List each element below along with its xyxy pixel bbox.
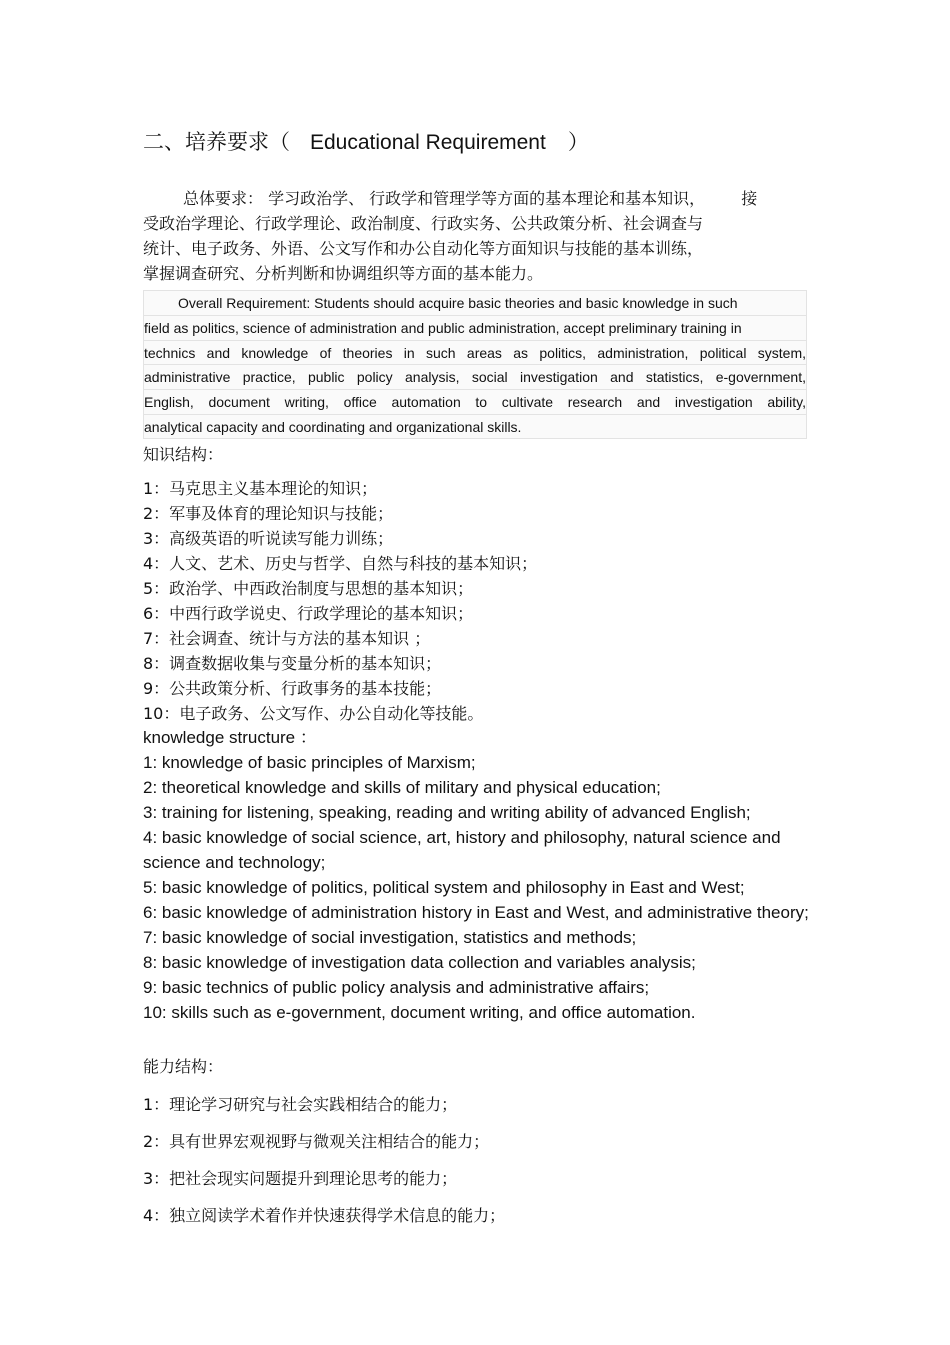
list-item: 4：人文、艺术、历史与哲学、自然与科技的基本知识；	[143, 554, 538, 573]
heading-zh: 二、培养要求（	[143, 130, 290, 154]
general-requirement-en	[143, 290, 807, 439]
list-item: 9: basic technics of public policy analysis and administrative affairs;	[143, 978, 650, 997]
list-item: 2: theoretical knowledge and skills of military and physical education;	[143, 778, 661, 797]
list-item: 1: knowledge of basic principles of Marxism;	[143, 753, 476, 772]
list-item: 5: basic knowledge of politics, political system and philosophy in East and West;	[143, 878, 745, 897]
heading-en: Educational Requirement	[310, 131, 546, 154]
list-item: 1：马克思主义基本理论的知识；	[143, 479, 378, 498]
list-item: 9：公共政策分析、行政事务的基本技能；	[143, 679, 442, 698]
general-requirement-zh	[143, 186, 813, 286]
list-item: 3：把社会现实问题提升到理论思考的能力；	[143, 1169, 458, 1188]
list-item: 4: basic knowledge of social science, art, history and philosophy, natural science and science and technology;	[143, 828, 781, 872]
list-item: 1：理论学习研究与社会实践相结合的能力；	[143, 1095, 458, 1114]
list-item: 8：调查数据收集与变量分析的基本知识；	[143, 654, 442, 673]
general-en-line-2: field as politics, science of administration and public administration, accept preliminary training in	[143, 315, 807, 340]
ability-list-zh	[143, 1092, 505, 1240]
list-item: 6：中西行政学说史、行政学理论的基本知识；	[143, 604, 474, 623]
list-item: 6: basic knowledge of administration history in East and West, and administrative theory;	[143, 903, 809, 922]
knowledge-list-en	[143, 725, 818, 1025]
general-zh-line-2: 受政治学理论、行政学理论、政治制度、行政实务、公共政策分析、社会调查与	[143, 214, 704, 233]
list-item: 3: training for listening, speaking, reading and writing ability of advanced English;	[143, 803, 751, 822]
general-en-line-3: technics and knowledge of theories in such areas as politics, administration, political system,	[143, 340, 807, 365]
list-item: 3：高级英语的听说读写能力训练；	[143, 529, 394, 548]
general-en-line-5: English, document writing, office automation to cultivate research and investigation ability,	[143, 389, 807, 414]
list-item: 5：政治学、中西政治制度与思想的基本知识；	[143, 579, 474, 598]
general-en-line-4: administrative practice, public policy analysis, social investigation and statistics, e-government,	[143, 364, 807, 389]
list-item: 2：具有世界宏观视野与微观关注相结合的能力；	[143, 1132, 490, 1151]
list-item: 8: basic knowledge of investigation data collection and variables analysis;	[143, 953, 696, 972]
knowledge-structure-label-zh: 知识结构：	[143, 445, 224, 464]
list-item: 10: skills such as e-government, document writing, and office automation.	[143, 1003, 696, 1022]
list-item: 4：独立阅读学术着作并快速获得学术信息的能力；	[143, 1206, 506, 1225]
general-en-line-6: analytical capacity and coordinating and organizational skills.	[143, 414, 807, 439]
knowledge-list-zh	[143, 476, 537, 726]
list-item: 7：社会调查、统计与方法的基本知识 ；	[143, 629, 431, 648]
list-item: 7: basic knowledge of social investigation, statistics and methods;	[143, 928, 637, 947]
list-item: 2：军事及体育的理论知识与技能；	[143, 504, 394, 523]
general-zh-line-1: 总体要求： 学习政治学、 行政学和管理学等方面的基本理论和基本知识， 接	[183, 189, 758, 208]
knowledge-structure-label-en: knowledge structure ：	[143, 728, 317, 747]
general-en-line-1: Overall Requirement: Students should acquire basic theories and basic knowledge in such	[143, 290, 807, 315]
list-item: 10：电子政务、公文写作、办公自动化等技能。	[143, 704, 484, 723]
ability-structure-label-zh: 能力结构：	[143, 1057, 224, 1076]
general-zh-line-3: 统计、电子政务、外语、公文写作和办公自动化等方面知识与技能的基本训练，	[143, 239, 704, 258]
section-heading	[143, 126, 589, 159]
heading-close: ）	[567, 130, 589, 154]
general-zh-line-4: 掌握调查研究、分析判断和协调组织等方面的基本能力。	[143, 264, 544, 283]
